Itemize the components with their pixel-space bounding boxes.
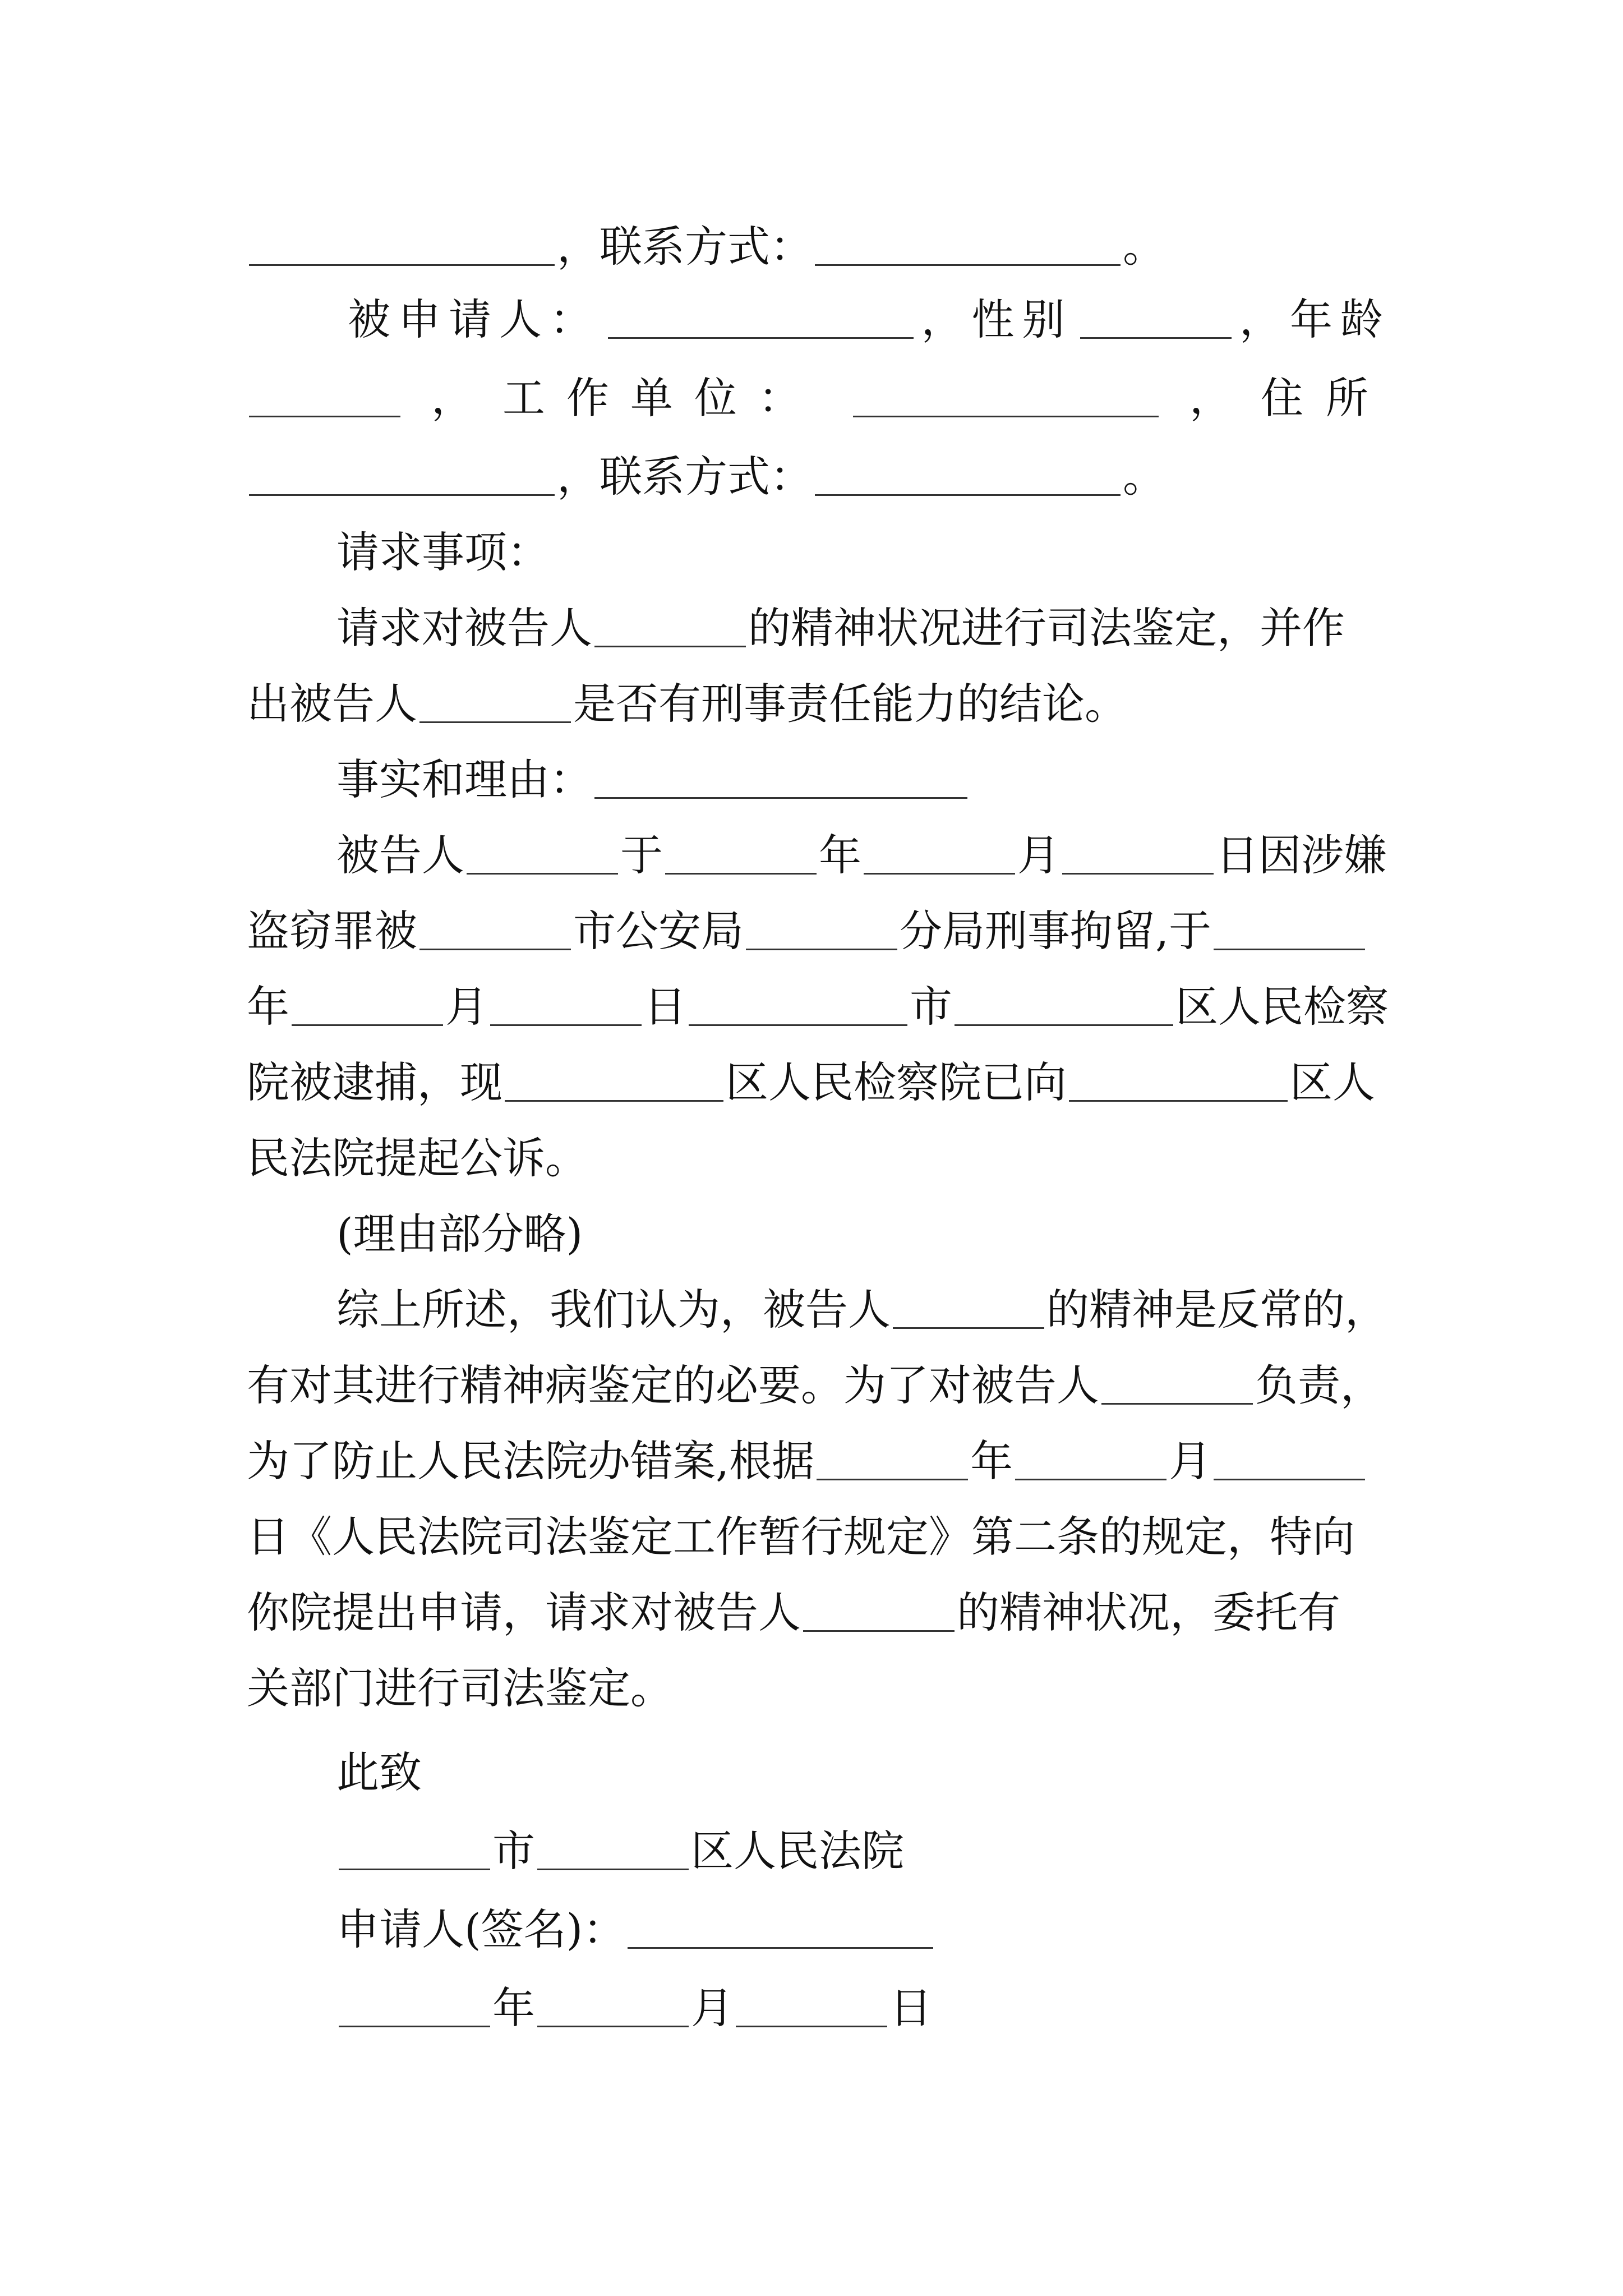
text: 民法院提起公诉。 [247,1133,588,1183]
text: 分局刑事拘留,于 [900,906,1212,956]
text: 日《人民法院司法鉴定工作暂行规定》第二条的规定，特向 [247,1512,1355,1562]
text: 盗窃罪被 [247,906,417,956]
request-line-1 [336,595,1391,662]
blank-field[interactable] [249,458,555,496]
text: 为了防止人民法院办错案,根据 [247,1436,815,1486]
work-unit-line [247,365,1391,432]
blank-field[interactable] [1069,1064,1288,1102]
date-line [336,1975,1391,2042]
text: 日因涉嫌 [1216,830,1386,880]
blank-field[interactable] [1214,1443,1365,1480]
text: 的精神状况进行司法鉴定，并作 [748,603,1345,653]
text: 区人民检察院已向 [726,1057,1067,1107]
blank-field[interactable] [490,988,642,1026]
blank-field[interactable] [815,458,1121,496]
signature-field[interactable] [628,1911,933,1949]
blank-field[interactable] [746,913,897,950]
summary-line-3 [247,1428,1391,1495]
text: 于 [620,830,663,880]
comma: ， [1189,373,1232,423]
text: 市 [492,1826,535,1876]
blank-field[interactable] [537,1833,689,1870]
text: 月 [691,1983,734,2033]
period: 。 [1123,222,1165,272]
period: 。 [1123,452,1165,501]
blank-field[interactable] [864,837,1015,875]
blank-field[interactable] [339,1990,490,2027]
facts-heading-text: 事实和理由： [336,754,592,804]
text: 月 [1017,830,1060,880]
facts-line-2 [247,898,1391,965]
text: 被告人 [336,830,464,880]
text: 请求对被告人 [336,603,592,653]
age-label: ，年龄 [1239,295,1391,344]
facts-line-1 [336,822,1391,889]
text: 区人民检察 [1175,982,1389,1032]
text: 出被告人 [247,679,417,729]
gender-label: ，性别 [921,295,1073,344]
text: 市 [910,982,952,1032]
blank-field[interactable] [292,988,443,1026]
text: 有对其进行精神病鉴定的必要。为了对被告人 [247,1360,1099,1410]
blank-field[interactable] [1080,301,1232,339]
contact-line-1 [247,213,1391,280]
omitted-reasons [336,1200,1391,1268]
text: 日 [889,1983,932,2033]
text: 区人民法院 [691,1826,904,1876]
facts-line-3 [247,973,1391,1041]
blank-field[interactable] [594,610,746,647]
summary-line-4 [247,1503,1391,1571]
signature-label: 申请人(签名)： [336,1904,626,1954]
text: 年 [247,982,289,1032]
blank-field[interactable] [467,837,618,875]
summary-line-6 [247,1655,1391,1722]
blank-field[interactable] [893,1291,1044,1329]
blank-field[interactable] [803,1594,955,1632]
respondent-line [348,286,1391,353]
request-heading [336,519,1391,586]
request-heading-text: 请求事项： [336,527,550,577]
facts-heading [336,746,1391,813]
blank-field[interactable] [853,380,1159,417]
court-line [336,1818,1391,1885]
contact-label: ，联系方式： [557,452,813,501]
text: 日 [644,982,686,1032]
text: 年 [819,830,861,880]
blank-field[interactable] [689,988,907,1026]
blank-field[interactable] [339,1833,490,1870]
blank-field[interactable] [419,685,571,723]
respondent-label: 被申请人： [348,295,600,344]
request-line-2 [247,670,1391,738]
blank-field[interactable] [817,1443,968,1480]
text: (理由部分略) [336,1209,583,1259]
text: 月 [445,982,488,1032]
text: 的精神是反常的， [1046,1285,1387,1335]
text: 是否有刑事责任能力的结论。 [573,679,1127,729]
blank-field[interactable] [505,1064,723,1102]
blank-field[interactable] [419,913,571,950]
summary-line-1 [336,1276,1391,1343]
closing-text: 此致 [336,1747,422,1797]
text: 你院提出申请，请求对被告人 [247,1588,801,1637]
blank-field[interactable] [665,837,817,875]
blank-field[interactable] [815,228,1121,266]
contact-line-2 [247,443,1391,510]
blank-field[interactable] [1214,913,1365,950]
blank-field[interactable] [249,228,555,266]
text: 的精神状况，委托有 [957,1588,1340,1637]
comma: ， [431,373,474,423]
blank-field[interactable] [608,301,914,339]
facts-line-5 [247,1125,1391,1192]
closing [336,1739,1391,1806]
text: 负责， [1255,1360,1383,1410]
blank-field[interactable] [955,988,1173,1026]
text: 年 [970,1436,1013,1486]
summary-line-2 [247,1352,1391,1419]
blank-field[interactable] [537,1990,689,2027]
text: 市公安局 [573,906,744,956]
blank-field[interactable] [736,1990,887,2027]
blank-field[interactable] [1062,837,1214,875]
residence-label: 住所 [1261,373,1391,423]
signature-line [336,1896,1391,1963]
text: 关部门进行司法鉴定。 [247,1663,673,1713]
blank-field[interactable] [594,761,967,799]
blank-field[interactable] [1101,1367,1253,1405]
summary-line-5 [247,1579,1391,1646]
blank-field[interactable] [249,380,400,417]
facts-line-4 [247,1049,1391,1116]
contact-label: ，联系方式： [557,222,813,272]
text: 月 [1169,1436,1212,1486]
work-unit-label: 工作单位： [502,373,822,423]
blank-field[interactable] [1015,1443,1166,1480]
text: 综上所述，我们认为，被告人 [336,1285,891,1335]
text: 年 [492,1983,535,2033]
text: 院被逮捕，现 [247,1057,502,1107]
text: 区人 [1290,1057,1375,1107]
